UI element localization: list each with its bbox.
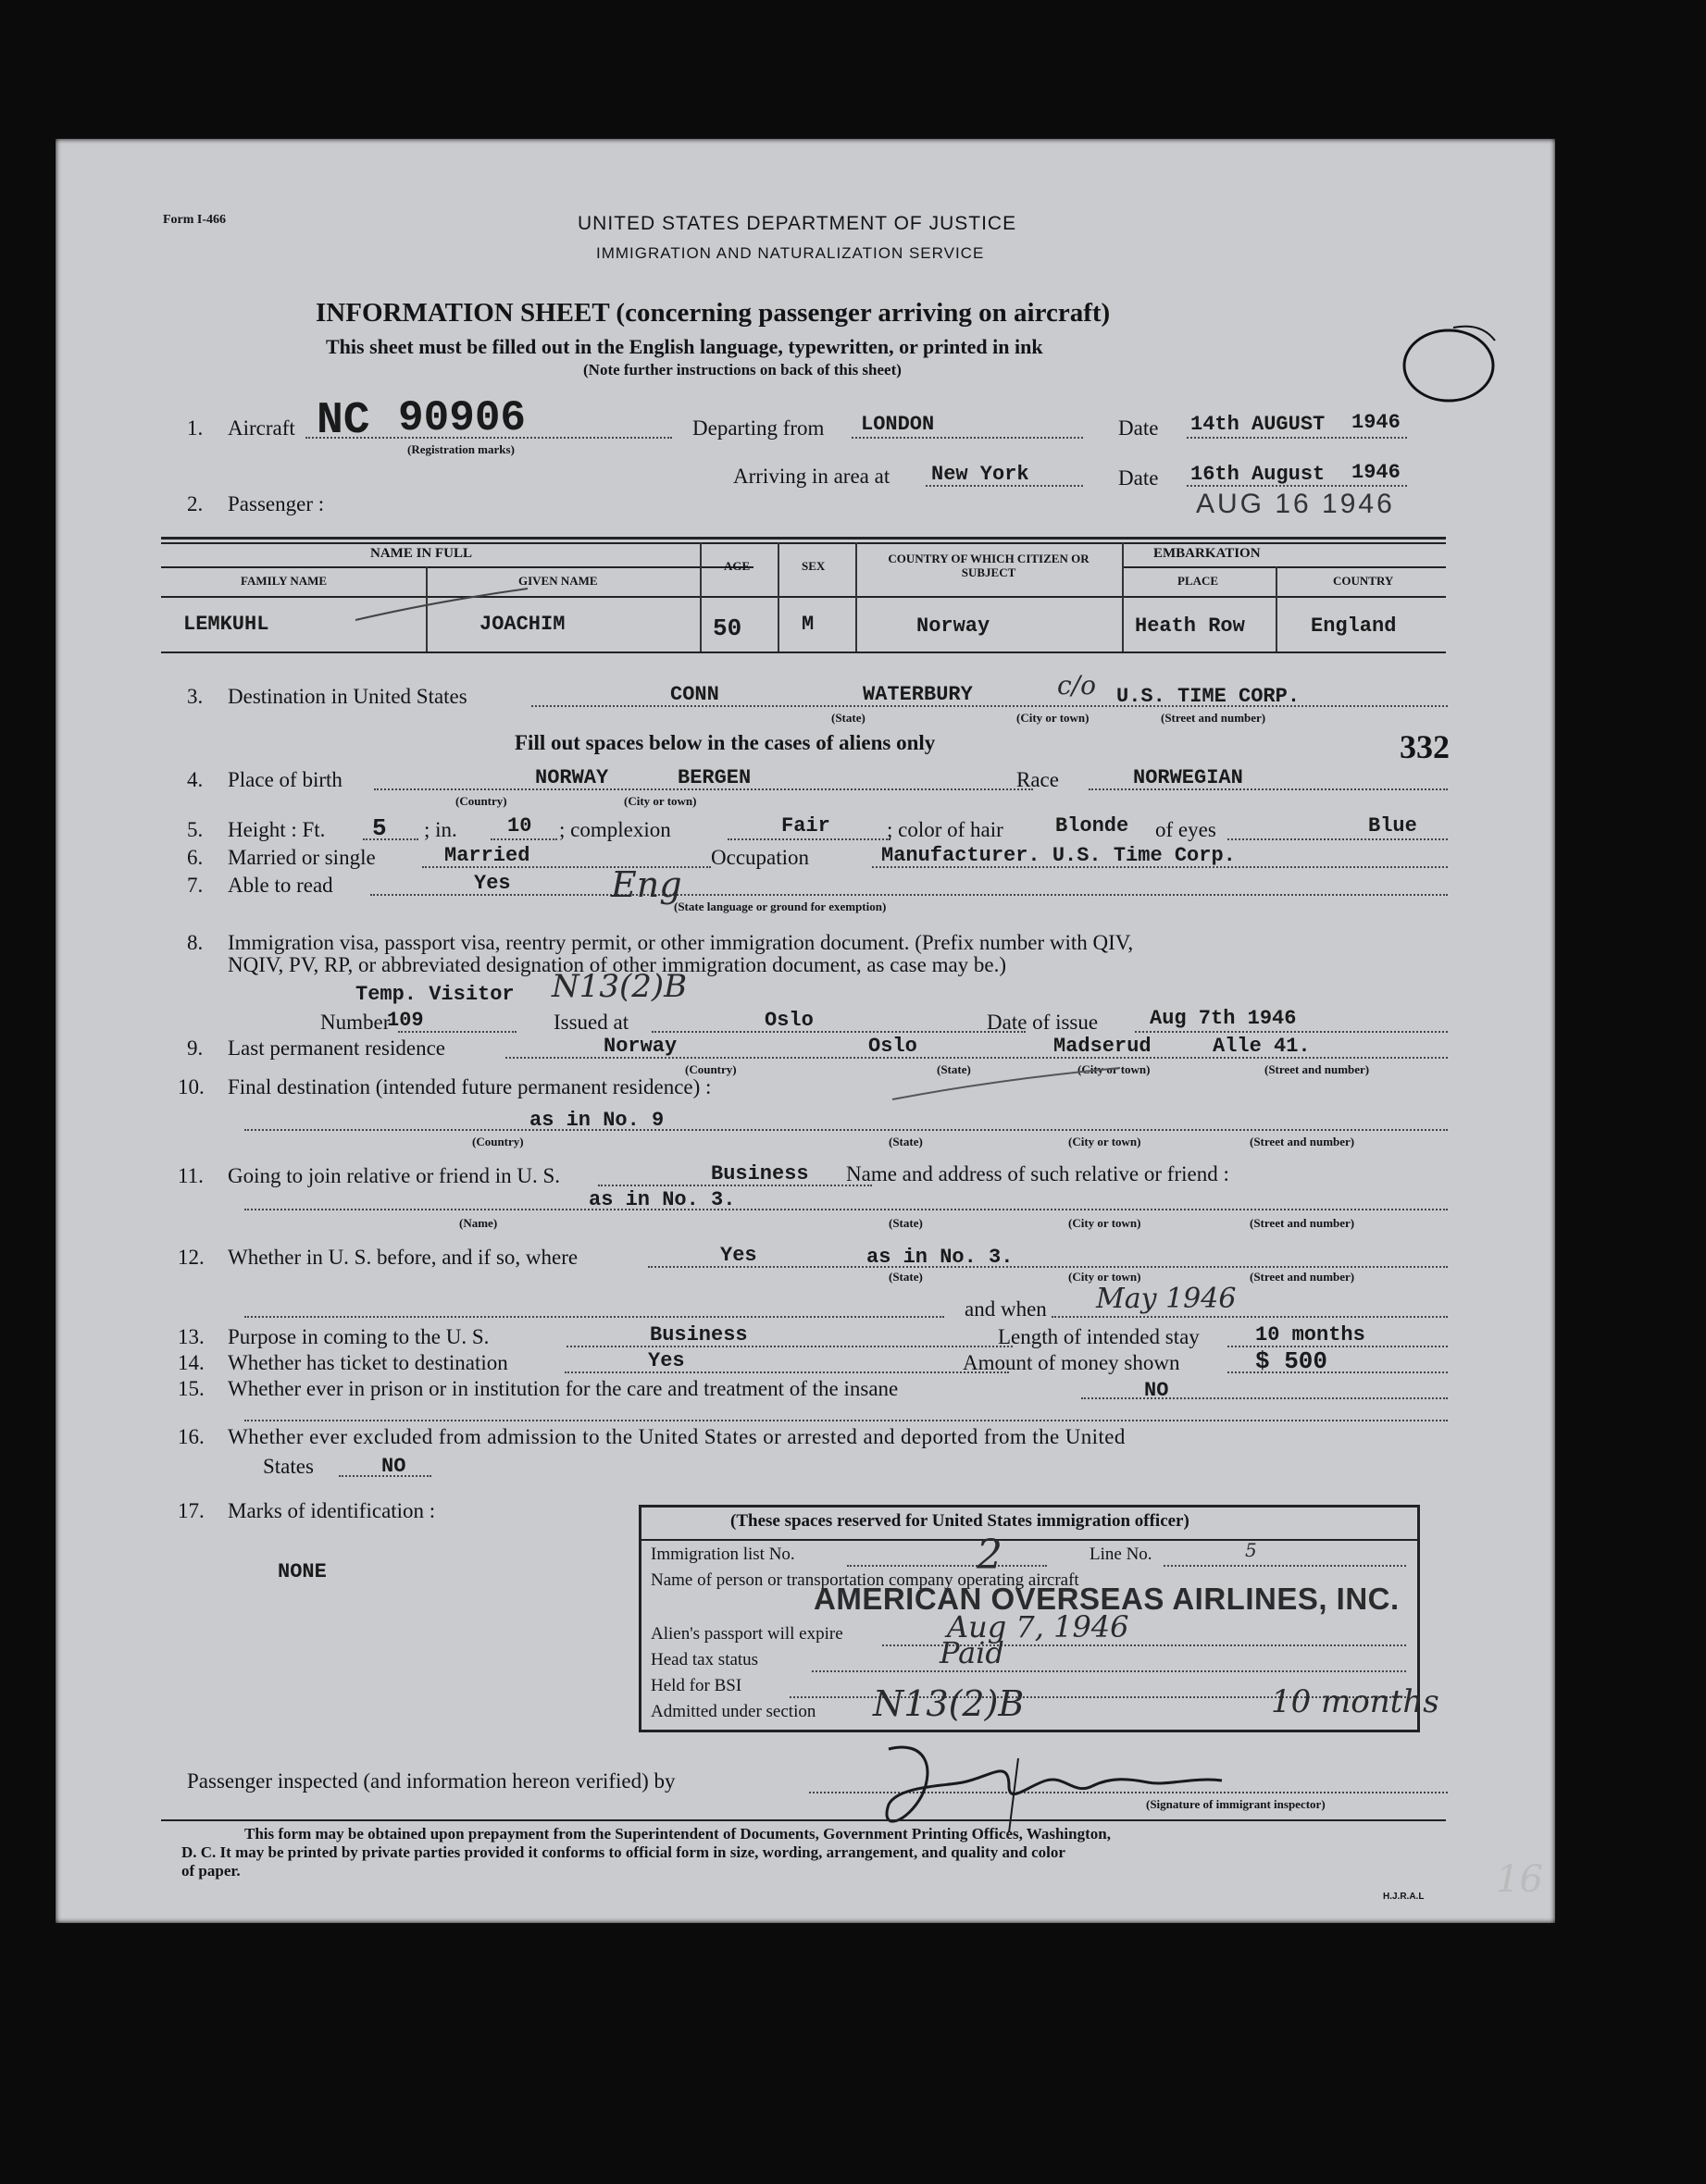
prison-line xyxy=(1081,1397,1448,1399)
race-value: NORWEGIAN xyxy=(1133,766,1243,789)
before-state-caption: (State) xyxy=(889,1270,923,1284)
read-value: Yes xyxy=(474,872,511,895)
passenger-label: Passenger : xyxy=(228,492,325,515)
relative-value: as in No. 3. xyxy=(589,1188,736,1211)
age-header: AGE xyxy=(724,559,751,573)
family-name-header: FAMILY NAME xyxy=(241,574,328,588)
admitted-label: Admitted under section xyxy=(651,1702,816,1721)
bsi-label: Held for BSI xyxy=(651,1676,742,1695)
list-label: Immigration list No. xyxy=(651,1545,795,1564)
issue-date-value: Aug 7th 1946 xyxy=(1150,1007,1297,1030)
read-caption: (State language or ground for exemption) xyxy=(674,900,887,913)
tax-line xyxy=(812,1670,1406,1672)
form-note: (Note further instructions on back of this sheet) xyxy=(583,361,902,378)
ticket-label: Whether has ticket to destination xyxy=(228,1351,508,1374)
service-heading: IMMIGRATION AND NATURALIZATION SERVICE xyxy=(596,244,985,262)
residence-country-caption: (Country) xyxy=(685,1062,737,1076)
residence-label: Last permanent residence xyxy=(228,1036,445,1060)
item-13-number: 13. xyxy=(178,1325,205,1348)
given-name-value: JOACHIM xyxy=(479,613,566,636)
arriving-value: New York xyxy=(931,463,1029,486)
excluded-value: NO xyxy=(381,1455,406,1478)
prison-line-2 xyxy=(244,1420,1448,1421)
arriving-label: Arriving in area at xyxy=(733,465,890,488)
excluded-text-2: States xyxy=(263,1455,314,1478)
occupation-label: Occupation xyxy=(711,846,810,869)
pencil-stroke-2 xyxy=(889,1062,1129,1109)
document-text-2: NQIV, PV, RP, or abbreviated designation of other immigration document, as case may be.) xyxy=(228,953,1007,976)
eyes-value: Blue xyxy=(1368,814,1417,838)
arrival-date-line xyxy=(1187,485,1407,487)
before-line xyxy=(648,1266,1448,1268)
complexion-value: Fair xyxy=(781,814,830,838)
item-12-number: 12. xyxy=(178,1246,205,1269)
expire-value: Aug 7, 1946 xyxy=(947,1609,1129,1644)
departing-value: LONDON xyxy=(861,413,935,436)
inspection-label: Passenger inspected (and information hereon verified) by xyxy=(187,1769,676,1793)
footer-line-2: D. C. It may be printed by private parties provided it conforms to official form in size, wording, arrangement, and quality and color xyxy=(181,1843,1065,1861)
destination-state: CONN xyxy=(670,683,719,706)
item-1-number: 1. xyxy=(187,416,204,440)
tax-label: Head tax status xyxy=(651,1650,759,1669)
item-17-number: 17. xyxy=(178,1499,205,1522)
when-leader xyxy=(244,1316,944,1318)
embarkation-header-rule xyxy=(1122,566,1446,568)
doc-number-label: Number xyxy=(320,1011,391,1034)
residence-state: Oslo xyxy=(868,1035,917,1058)
street-caption: (Street and number) xyxy=(1161,711,1266,725)
admitted-section: N13(2)B xyxy=(873,1683,1025,1724)
tax-value: Paid xyxy=(940,1635,1004,1670)
residence-country: Norway xyxy=(604,1035,678,1058)
destination-street: U.S. TIME CORP. xyxy=(1116,685,1301,708)
aircraft-number: 90906 xyxy=(398,394,527,442)
form-sheet xyxy=(56,139,1555,1923)
issue-date-line xyxy=(1135,1031,1448,1033)
signature-caption: (Signature of immigrant inspector) xyxy=(1146,1797,1326,1811)
printer-mark: H.J.R.A.L xyxy=(1383,1892,1425,1902)
before-where: as in No. 3. xyxy=(866,1246,1014,1269)
sex-header: SEX xyxy=(802,559,826,573)
final-state-caption: (State) xyxy=(889,1135,923,1148)
department-heading: UNITED STATES DEPARTMENT OF JUSTICE xyxy=(578,213,1017,234)
document-class-handwritten: N13(2)B xyxy=(552,968,688,1005)
occupation-value: Manufacturer. U.S. Time Corp. xyxy=(881,844,1236,867)
col-divider-6 xyxy=(1276,566,1277,651)
table-bottom-rule xyxy=(161,651,1446,653)
birth-city-caption: (City or town) xyxy=(624,794,697,808)
footer-line-3: of paper. xyxy=(181,1862,241,1880)
ticket-value: Yes xyxy=(648,1349,685,1372)
birthplace-label: Place of birth xyxy=(228,768,342,791)
item-9-number: 9. xyxy=(187,1036,204,1060)
officer-box-title: (These spaces reserved for United States immigration officer) xyxy=(730,1511,1189,1531)
when-value: May 1946 xyxy=(1096,1283,1237,1315)
age-value: 50 xyxy=(713,614,742,642)
doc-number-value: 109 xyxy=(387,1009,424,1032)
stay-label: Length of intended stay xyxy=(998,1325,1200,1348)
footer-rule xyxy=(161,1819,1446,1821)
care-of-note: c/o xyxy=(1057,670,1096,701)
person-label: Name of person or transportation company operating aircraft xyxy=(651,1570,1079,1590)
prison-label: Whether ever in prison or in institution for the care and treatment of the insane xyxy=(228,1377,899,1400)
emb-country-header: COUNTRY xyxy=(1333,574,1394,588)
residence-city-caption: (City or town) xyxy=(1077,1062,1151,1076)
arrival-year: 1946 xyxy=(1351,461,1401,484)
col-divider-2 xyxy=(700,542,702,651)
final-destination-value: as in No. 9 xyxy=(529,1109,665,1132)
read-line xyxy=(370,894,1448,896)
registration-caption: (Registration marks) xyxy=(407,442,515,456)
purpose-label: Purpose in coming to the U. S. xyxy=(228,1325,490,1348)
name-in-full-header: NAME IN FULL xyxy=(370,546,473,561)
final-destination-label: Final destination (intended future permanent residence) : xyxy=(228,1075,712,1098)
birth-country: NORWAY xyxy=(535,766,609,789)
expire-label: Alien's passport will expire xyxy=(651,1624,843,1644)
state-caption: (State) xyxy=(831,711,865,725)
join-label: Going to join relative or friend in U. S. xyxy=(228,1164,560,1187)
aircraft-prefix: NC xyxy=(317,396,370,446)
before-label: Whether in U. S. before, and if so, where xyxy=(228,1246,579,1269)
list-number: 2 xyxy=(977,1532,1002,1579)
line-line xyxy=(1164,1565,1406,1567)
admitted-period: 10 months xyxy=(1271,1683,1439,1720)
arriving-line xyxy=(926,485,1083,487)
race-label: Race xyxy=(1016,768,1059,791)
form-instruction: This sheet must be filled out in the English language, typewritten, or printed in ink xyxy=(326,335,1043,358)
line-number: 5 xyxy=(1245,1539,1257,1561)
relative-line xyxy=(244,1209,1448,1210)
residence-state-caption: (State) xyxy=(937,1062,971,1076)
given-name-header: GIVEN NAME xyxy=(518,574,598,588)
document-type: Temp. Visitor xyxy=(355,983,515,1006)
col-divider-5 xyxy=(1122,542,1124,651)
relative-state-caption: (State) xyxy=(889,1216,923,1230)
complexion-label: ; complexion xyxy=(559,818,671,841)
language-handwritten: Eng xyxy=(611,864,682,905)
inches-line xyxy=(491,838,557,840)
feet-line xyxy=(363,838,418,840)
marital-label: Married or single xyxy=(228,846,376,869)
table-top-rule-2 xyxy=(161,542,1446,544)
document-text-1: Immigration visa, passport visa, reentry permit, or other immigration document. (Prefix number with QIV, xyxy=(228,931,1134,954)
item-15-number: 15. xyxy=(178,1377,205,1400)
relative-name-caption: (Name) xyxy=(459,1216,498,1230)
item-5-number: 5. xyxy=(187,818,204,841)
item-6-number: 6. xyxy=(187,846,204,869)
height-feet: 5 xyxy=(372,814,387,842)
date-stamp: AUG 16 1946 xyxy=(1196,489,1395,519)
item-10-number: 10. xyxy=(178,1075,205,1098)
marital-value: Married xyxy=(444,844,530,867)
final-city-caption: (City or town) xyxy=(1068,1135,1141,1148)
ink-circle-mark xyxy=(1398,315,1500,407)
excluded-text-1: Whether ever excluded from admission to the United States or arrested and deported from the United xyxy=(228,1425,1126,1448)
date-line xyxy=(1187,437,1407,439)
officer-box xyxy=(639,1505,1439,1732)
departure-year: 1946 xyxy=(1351,411,1401,434)
col-divider-3 xyxy=(778,542,779,651)
money-label: Amount of money shown xyxy=(963,1351,1180,1374)
when-label: and when xyxy=(965,1297,1047,1321)
relative-label: Name and address of such relative or friend : xyxy=(846,1162,1229,1185)
departure-date: 14th AUGUST xyxy=(1190,413,1326,436)
family-name-value: LEMKUHL xyxy=(183,613,269,636)
read-label: Able to read xyxy=(228,874,333,897)
when-line xyxy=(1052,1316,1448,1318)
footer-line-1: This form may be obtained upon prepayment from the Superintendent of Documents, Government Printing Offices, Washington, xyxy=(244,1825,1111,1843)
ticket-line xyxy=(565,1371,1009,1373)
table-top-rule xyxy=(161,537,1446,540)
relative-street-caption: (Street and number) xyxy=(1250,1216,1355,1230)
issued-line xyxy=(652,1031,1026,1033)
item-3-number: 3. xyxy=(187,685,204,708)
purpose-line xyxy=(567,1346,1013,1347)
item-8-number: 8. xyxy=(187,931,204,954)
aircraft-label: Aircraft xyxy=(228,416,295,440)
sex-value: M xyxy=(802,613,815,636)
marks-label: Marks of identification : xyxy=(228,1499,436,1522)
height-inches: 10 xyxy=(507,814,532,838)
purpose-value: Business xyxy=(650,1323,748,1346)
residence-city: Madserud xyxy=(1053,1035,1152,1058)
airline-stamp: AMERICAN OVERSEAS AIRLINES, INC. xyxy=(814,1582,1400,1616)
country-header: COUNTRY OF WHICH CITIZEN OR SUBJECT xyxy=(888,552,1090,579)
birth-city: BERGEN xyxy=(678,766,752,789)
item-2-number: 2. xyxy=(187,492,204,515)
city-caption: (City or town) xyxy=(1016,711,1090,725)
inches-label: ; in. xyxy=(424,818,457,841)
eyes-line xyxy=(1227,838,1448,840)
item-7-number: 7. xyxy=(187,874,204,897)
join-value: Business xyxy=(711,1162,809,1185)
complexion-line xyxy=(728,838,890,840)
money-value: $ 500 xyxy=(1255,1347,1328,1375)
item-11-number: 11. xyxy=(178,1164,204,1187)
destination-line xyxy=(531,705,1448,707)
final-street-caption: (Street and number) xyxy=(1250,1135,1355,1148)
before-street-caption: (Street and number) xyxy=(1250,1270,1355,1284)
form-number: Form I-466 xyxy=(163,213,227,227)
hair-label: ; color of hair xyxy=(887,818,1003,841)
arrival-date-label: Date xyxy=(1118,466,1159,490)
place-header: PLACE xyxy=(1177,574,1219,588)
list-line xyxy=(847,1565,1047,1567)
issued-value: Oslo xyxy=(765,1009,814,1032)
emb-country-value: England xyxy=(1311,614,1397,638)
final-country-caption: (Country) xyxy=(472,1135,524,1148)
page-number: 332 xyxy=(1400,728,1450,765)
aircraft-line xyxy=(305,437,672,439)
line-label: Line No. xyxy=(1090,1545,1152,1564)
eyes-label: of eyes xyxy=(1155,818,1216,841)
before-value: Yes xyxy=(720,1244,757,1267)
item-16-number: 16. xyxy=(178,1425,205,1448)
form-title: INFORMATION SHEET (concerning passenger arriving on aircraft) xyxy=(316,298,1111,328)
margin-note: 16 xyxy=(1496,1858,1543,1901)
departing-line xyxy=(852,437,1083,439)
stay-value: 10 months xyxy=(1255,1323,1365,1346)
height-label: Height : Ft. xyxy=(228,818,326,841)
col-divider-4 xyxy=(855,542,857,651)
birth-country-caption: (Country) xyxy=(455,794,507,808)
before-city-caption: (City or town) xyxy=(1068,1270,1141,1284)
date-label: Date xyxy=(1118,416,1159,440)
final-destination-line xyxy=(244,1129,1448,1131)
departing-label: Departing from xyxy=(692,416,825,440)
residence-street-caption: (Street and number) xyxy=(1264,1062,1370,1076)
destination-city: WATERBURY xyxy=(863,683,973,706)
officer-box-rule xyxy=(641,1539,1417,1541)
aliens-note: Fill out spaces below in the cases of aliens only xyxy=(515,731,936,754)
item-4-number: 4. xyxy=(187,768,204,791)
relative-city-caption: (City or town) xyxy=(1068,1216,1141,1230)
embarkation-header: EMBARKATION xyxy=(1153,546,1261,561)
hair-value: Blonde xyxy=(1055,814,1129,838)
name-header-rule xyxy=(161,566,753,568)
country-value: Norway xyxy=(916,614,990,638)
destination-label: Destination in United States xyxy=(228,685,467,708)
marks-value: NONE xyxy=(278,1560,327,1583)
issue-date-label: Date of issue xyxy=(987,1011,1099,1034)
residence-street: Alle 41. xyxy=(1213,1035,1311,1058)
arrival-date: 16th August xyxy=(1190,463,1326,486)
prison-value: NO xyxy=(1144,1379,1169,1402)
issued-label: Issued at xyxy=(554,1011,629,1034)
place-value: Heath Row xyxy=(1135,614,1245,638)
item-14-number: 14. xyxy=(178,1351,205,1374)
